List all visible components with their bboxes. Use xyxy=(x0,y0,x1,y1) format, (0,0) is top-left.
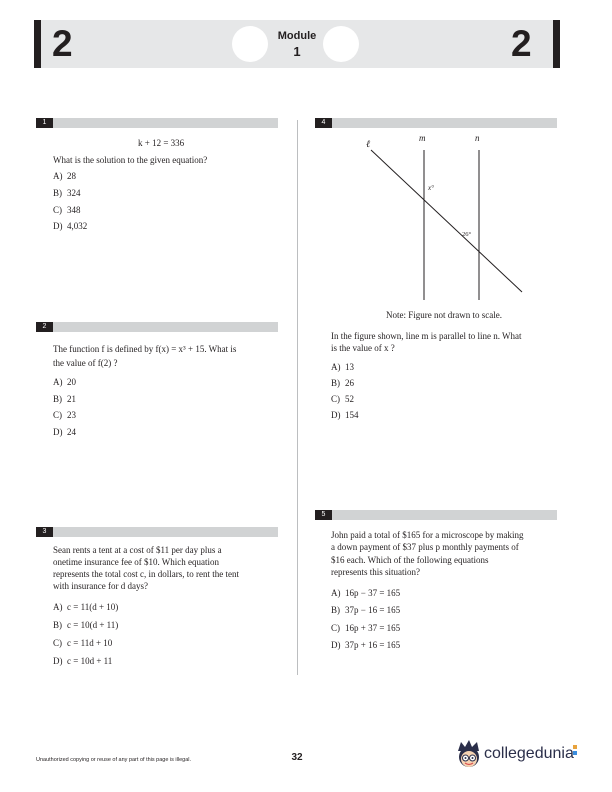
question-bar-2 xyxy=(36,322,278,332)
label-angle-26: 26° xyxy=(462,231,472,238)
q2-prompt-line2: the value of f(2) ? xyxy=(53,358,118,368)
q5-choice-c[interactable]: C) 16p + 37 = 165 xyxy=(331,623,401,633)
question-number-4: 4 xyxy=(315,118,332,128)
q3-prompt-line3: represents the total cost c, in dollars, to rent the tent xyxy=(53,569,239,579)
copyright-notice: Unauthorized copying or reuse of any part of this page is illegal. xyxy=(36,757,192,763)
q4-choice-c[interactable]: C) 52 xyxy=(331,394,354,404)
q5-choice-b[interactable]: B) 37p − 16 = 165 xyxy=(331,605,401,615)
section-number-left: 2 xyxy=(52,23,73,64)
collegedunia-watermark: collegedunia xyxy=(484,745,574,762)
q2-prompt-line1: The function f is defined by f(x) = x³ + 15. What is xyxy=(53,344,237,354)
q3-prompt-line1: Sean rents a tent at a cost of $11 per day plus a xyxy=(53,545,222,555)
header-right-bar xyxy=(553,20,560,68)
q3-choice-b[interactable]: B) c = 10(d + 11) xyxy=(53,620,119,630)
q1-equation: k + 12 = 336 xyxy=(138,138,185,148)
q3-choice-d[interactable]: D) c = 10d + 11 xyxy=(53,656,113,666)
q3-prompt-line2: onetime insurance fee of $10. Which equation xyxy=(53,557,220,567)
q1-choice-a[interactable]: A) 28 xyxy=(53,171,76,181)
question-bar-5 xyxy=(315,510,557,520)
module-label: Module xyxy=(277,30,317,42)
module-number: 1 xyxy=(293,44,301,59)
q4-prompt-line2: is the value of x ? xyxy=(331,343,395,353)
question-number-3: 3 xyxy=(36,527,53,537)
question-number-1: 1 xyxy=(36,118,53,128)
question-bar-3 xyxy=(36,527,278,537)
q5-choice-d[interactable]: D) 37p + 16 = 165 xyxy=(331,640,401,650)
q4-choice-b[interactable]: B) 26 xyxy=(331,378,354,388)
q5-prompt-line3: $16 each. Which of the following equations xyxy=(331,555,489,565)
label-m: m xyxy=(419,133,426,143)
label-n: n xyxy=(475,133,480,143)
header-left-bar xyxy=(34,20,41,68)
question-bar-1 xyxy=(36,118,278,128)
question-number-5: 5 xyxy=(315,510,332,520)
q4-choice-d[interactable]: D) 154 xyxy=(331,410,359,420)
q1-prompt: What is the solution to the given equation? xyxy=(53,155,208,165)
q3-prompt-line4: with insurance for d days? xyxy=(53,581,148,591)
q1-choice-d[interactable]: D) 4,032 xyxy=(53,221,88,231)
q2-choice-a[interactable]: A) 20 xyxy=(53,377,76,387)
q4-prompt-line1: In the figure shown, line m is parallel to line n. What xyxy=(331,331,522,341)
question-number-2: 2 xyxy=(36,322,53,332)
q1-choice-b[interactable]: B) 324 xyxy=(53,188,81,198)
q2-choice-b[interactable]: B) 21 xyxy=(53,394,76,404)
q5-choice-a[interactable]: A) 16p − 37 = 165 xyxy=(331,588,401,598)
label-l: ℓ xyxy=(366,139,371,150)
question-bar-4 xyxy=(315,118,557,128)
q3-choice-c[interactable]: C) c = 11d + 10 xyxy=(53,638,113,648)
q4-figure-note: Note: Figure not drawn to scale. xyxy=(386,310,502,320)
transversal-line-l xyxy=(371,150,522,292)
q1-choice-c[interactable]: C) 348 xyxy=(53,205,81,215)
q4-choice-a[interactable]: A) 13 xyxy=(331,362,354,372)
q2-choice-d[interactable]: D) 24 xyxy=(53,427,76,437)
page-number: 32 xyxy=(291,752,303,763)
section-number-right: 2 xyxy=(511,23,532,64)
label-angle-x: x° xyxy=(428,184,434,192)
column-divider xyxy=(297,120,298,675)
q5-prompt-line1: John paid a total of $165 for a microscope by making xyxy=(331,530,524,540)
q5-prompt-line2: a down payment of $37 plus p monthly payments of xyxy=(331,542,519,552)
q3-choice-a[interactable]: A) c = 11(d + 10) xyxy=(53,602,119,612)
parallel-lines-figure xyxy=(330,132,560,302)
q5-prompt-line4: represents this situation? xyxy=(331,567,420,577)
q2-choice-c[interactable]: C) 23 xyxy=(53,410,76,420)
